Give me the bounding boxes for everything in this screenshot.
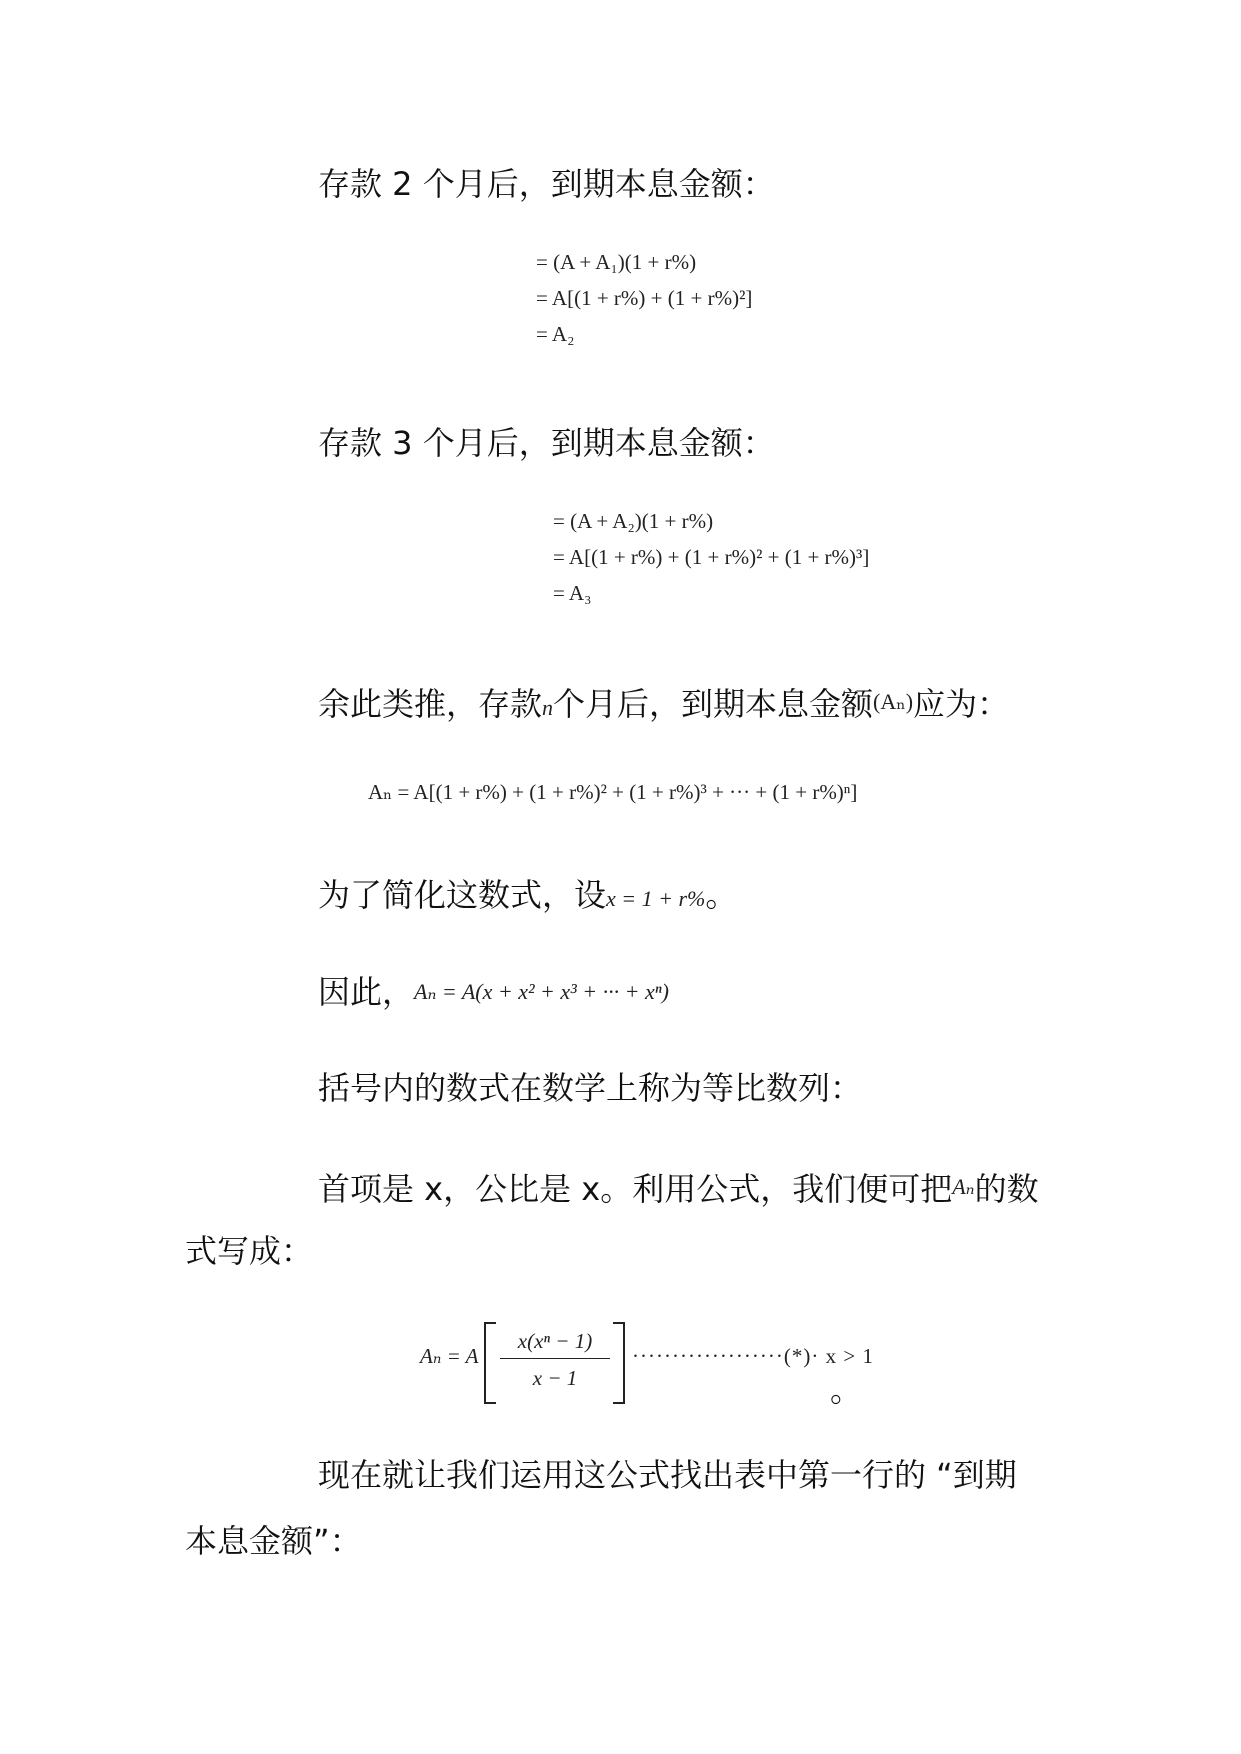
equation-line: = A₃: [553, 581, 592, 605]
paragraph-2-months: [318, 164, 775, 204]
text: 现在就让我们运用这公式找出表中第一行的 “到期: [318, 1456, 1017, 1494]
text: 余此类推，存款: [318, 685, 543, 723]
text: 的数: [974, 1170, 1039, 1208]
text: 因此，: [318, 973, 415, 1011]
fraction-denominator: x − 1: [532, 1366, 578, 1390]
paragraph-simplify: [318, 875, 737, 919]
text: 。: [830, 1371, 863, 1409]
fraction: [500, 1324, 610, 1393]
right-bracket: [613, 1322, 625, 1404]
equation-line: = A[(1 + r%) + (1 + r%)² + (1 + r%)³]: [553, 545, 870, 569]
paragraph-apply: [318, 1455, 1017, 1495]
equation-line: = A₂: [536, 322, 575, 346]
text: 式写成：: [185, 1232, 314, 1270]
text: 个月后，到期本息金额: [553, 685, 874, 723]
formula-end-mark: [830, 1370, 862, 1410]
paragraph-n-months: [318, 682, 1009, 728]
equation-block-3-months: [553, 503, 869, 611]
equation-line: = (A + A₂)(1 + r%): [553, 509, 714, 533]
paragraph-formula-intro: [318, 1167, 1039, 1209]
text: 存款 2 个月后，到期本息金额：: [318, 165, 775, 203]
text: 。: [705, 876, 738, 914]
fraction-numerator: x(xⁿ − 1): [500, 1324, 610, 1359]
paragraph-geometric: [318, 1068, 862, 1108]
equation-block-2-months: [536, 244, 752, 352]
paragraph-3-months: [318, 423, 775, 463]
inline-math-an: (Aₙ): [873, 689, 914, 714]
equation-line: Aₙ = A[(1 + r%) + (1 + r%)² + (1 + r%)³ + ··· + (1 + r%)ⁿ]: [368, 780, 858, 804]
text: 括号内的数式在数学上称为等比数列：: [318, 1069, 863, 1107]
equation-an: [368, 774, 857, 810]
inline-math-sum: Aₙ = A(x + x² + x³ + ··· + xⁿ): [414, 979, 669, 1004]
paragraph-apply-cont: [185, 1521, 362, 1561]
text: 应为：: [913, 685, 1010, 723]
inline-math-x: x = 1 + r%: [606, 886, 706, 911]
paragraph-therefore: [318, 972, 669, 1012]
equation-line: = A[(1 + r%) + (1 + r%)²]: [536, 286, 753, 310]
formula-condition: ···················(*)· x > 1: [632, 1344, 874, 1368]
inline-math-n: n: [542, 695, 554, 720]
text: 存款 3 个月后，到期本息金额：: [318, 424, 775, 462]
text: 首项是 x，公比是 x。利用公式，我们便可把: [318, 1170, 953, 1208]
formula-lhs: Aₙ = A: [420, 1344, 479, 1368]
left-bracket: [484, 1322, 496, 1404]
text: 为了简化这数式，设: [318, 876, 607, 914]
inline-math-an: Aₙ: [952, 1174, 975, 1199]
paragraph-formula-intro-cont: [185, 1231, 313, 1271]
text: 本息金额”：: [185, 1522, 362, 1560]
equation-line: = (A + A₁)(1 + r%): [536, 250, 697, 274]
